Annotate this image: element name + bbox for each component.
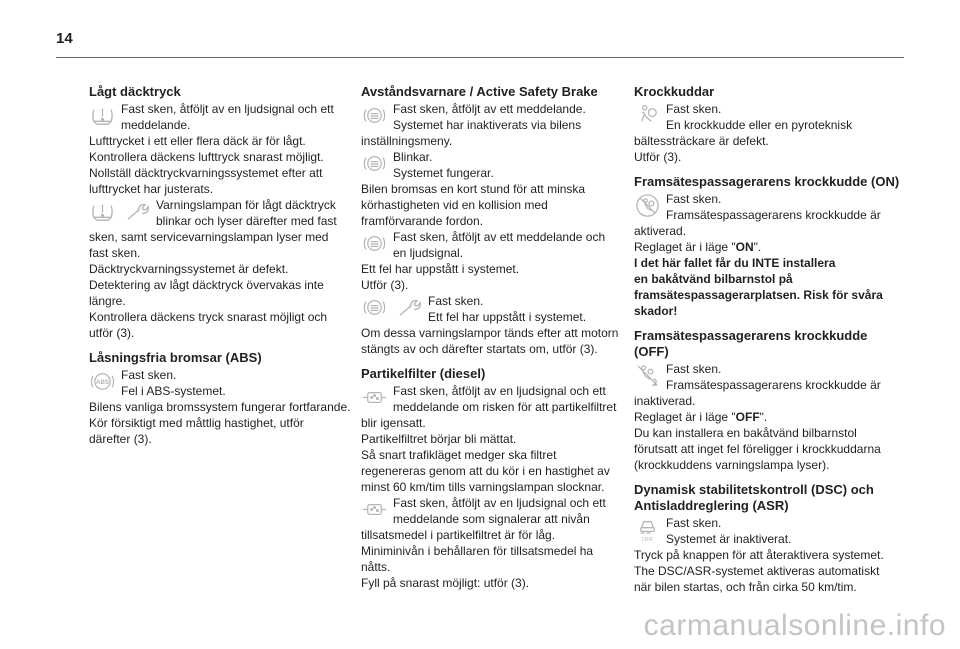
section-title-active-safety-brake: Avståndsvarnare / Active Safety Brake <box>361 84 598 99</box>
section-title-airbag-off: Framsätespassagerarens krockkudde (OFF) <box>634 328 868 359</box>
safety-brake-icon <box>361 294 388 321</box>
icon-row: Fast sken. En krockkudde eller en pyroteknisk <box>634 101 909 133</box>
icon-row: Fast sken, åtföljt av ett meddelande. Systemet har inaktiverats via bilens <box>361 101 636 133</box>
page-number: 14 <box>56 30 73 47</box>
abs-icon <box>89 368 116 395</box>
section-title-particle-filter: Partikelfilter (diesel) <box>361 366 486 381</box>
section-title-tire-pressure: Lågt däcktryck <box>89 84 181 99</box>
icon-row: Blinkar. Systemet fungerar. <box>361 149 636 181</box>
icon-row: OFF Fast sken. Systemet är inaktiverat. <box>634 515 909 547</box>
section-title-dsc-asr: Dynamisk stabilitetskontroll (DSC) och Antisladdreglering (ASR) <box>634 482 874 513</box>
airbag-off-icon <box>634 362 661 389</box>
tire-pressure-icon <box>89 198 116 225</box>
icon-row: Varningslampan för lågt däcktryck blinkar och lyser därefter med fast <box>89 197 364 229</box>
header-rule <box>56 57 904 58</box>
section-title-airbag-on: Framsätespassagerarens krockkudde (ON) <box>634 174 900 189</box>
icon-row: Fast sken. Ett fel har uppstått i systemet. <box>361 293 636 325</box>
tire-pressure-icon <box>89 102 116 129</box>
dsc-off-icon <box>634 516 661 543</box>
switch-position-off: Reglaget är i läge "OFF". <box>634 410 768 424</box>
safety-brake-icon <box>361 150 388 177</box>
column-3: Krockkuddar Fast sken. En krockkudde eller en pyroteknisk bältessträckare är defekt. Utför (3). Framsätespassagerarens krockkudde (ON) Fast sken. Framsätespassagerarens krockkudde är aktiverad. Reglaget är i läge "ON". I det här fallet får du INTE installera en bakåtvänd bilbarnstol på framsätespassagerarplatsen. Risk för svåra skador! Framsätespassagerarens krockkudde (OFF) Fast sken. Framsätespassagerarens krockkudde är inaktiverad. Reglaget är i läge "OFF". Du kan installera en bakåtvänd bilbarnstol förutsatt att inget fel föreligger i krockkuddarna (krockkuddens varningslampa lyser). Dynamisk stabilitetskontroll (DSC) och Antisladdreglering (ASR) OFF Fast sken. Systemet är inaktiverat. Tryck på knappen för att återaktivera systemet. The DSC/ASR-systemet aktiveras automatiskt när bilen startas, och från cirka 50 km/tim. <box>634 84 909 595</box>
svg-text:OFF: OFF <box>641 537 654 543</box>
section-title-abs: Låsningsfria bromsar (ABS) <box>89 350 262 365</box>
svg-text:ABS: ABS <box>95 378 110 386</box>
particle-filter-icon <box>361 496 388 523</box>
airbag-icon <box>634 102 661 129</box>
particle-filter-icon <box>361 384 388 411</box>
icon-row: Fast sken, åtföljt av en ljudsignal och ett meddelande som signalerar att nivån <box>361 495 636 527</box>
icon-row: ABS Fast sken. Fel i ABS-systemet. <box>89 367 364 399</box>
wrench-service-icon <box>124 198 151 225</box>
icon-row: Fast sken. Framsätespassagerarens krockkudde är <box>634 361 909 393</box>
wrench-service-icon <box>396 294 423 321</box>
icon-row: Fast sken, åtföljt av en ljudsignal och ett meddelande. <box>89 101 364 133</box>
switch-position-on: Reglaget är i läge "ON". <box>634 240 762 254</box>
watermark: carmanualsonline.info <box>643 609 946 642</box>
icon-row: Fast sken, åtföljt av ett meddelande och en ljudsignal. <box>361 229 636 261</box>
column-1: Lågt däcktryck Fast sken, åtföljt av en ljudsignal och ett meddelande. Lufttrycket i ett eller flera däck är för lågt. Kontrollera däckens lufttryck snarast möjligt. Nollställ däcktryckvarningssystemet efter att lufttrycket har justerats. Varningslampan för lågt däcktryck blinkar och lyser därefter med fast sken, samt servicevarningslampan lyser med fast sken. Däcktryckvarningssystemet är defekt. Detektering av lågt däcktryck övervakas inte längre. Kontrollera däckens tryck snarast möjligt och utför (3). Låsningsfria bromsar (ABS) ABS Fast sken. Fel i ABS-systemet. Bilens vanliga bromssystem fungerar fortfarande. Kör försiktigt med måttlig hastighet, utför därefter (3). <box>89 84 364 447</box>
icon-row: Fast sken. Framsätespassagerarens krockkudde är <box>634 191 909 223</box>
column-2: Avståndsvarnare / Active Safety Brake Fast sken, åtföljt av ett meddelande. Systemet har inaktiverats via bilens inställningsmeny. Blinkar. Systemet fungerar. Bilen bromsas en kort stund för att minska körhastigheten vid en kollision med framförvarande fordon. Fast sken, åtföljt av ett meddelande och en ljudsignal. Ett fel har uppstått i systemet. Utför (3). Fast sken. Ett fel har uppstått i systemet. Om dessa varningslampor tänds efter att motorn stängts av och därefter startats om, utför (3). Partikelfilter (diesel) Fast sken, åtföljt av en ljudsignal och ett meddelande om risken för att partikelfiltret blir igensatt. Partikelfiltret börjar bli mättat. Så snart trafikläget medger ska filtret regenereras genom att du kör i en hastighet av minst 60 km/tim tills varningslampan slocknar. Fast sken, åtföljt av en ljudsignal och ett meddelande som signalerar att nivån tillsatsmedel i partikelfiltret är för låg. Miniminivån i behållaren för tillsatsmedel ha nåtts. Fyll på snarast möjligt: utför (3). <box>361 84 636 591</box>
section-title-airbags: Krockkuddar <box>634 84 715 99</box>
safety-brake-icon <box>361 230 388 257</box>
icon-row: Fast sken, åtföljt av en ljudsignal och ett meddelande om risken för att partikelfiltret <box>361 383 636 415</box>
airbag-on-icon <box>634 192 661 219</box>
safety-brake-icon <box>361 102 388 129</box>
